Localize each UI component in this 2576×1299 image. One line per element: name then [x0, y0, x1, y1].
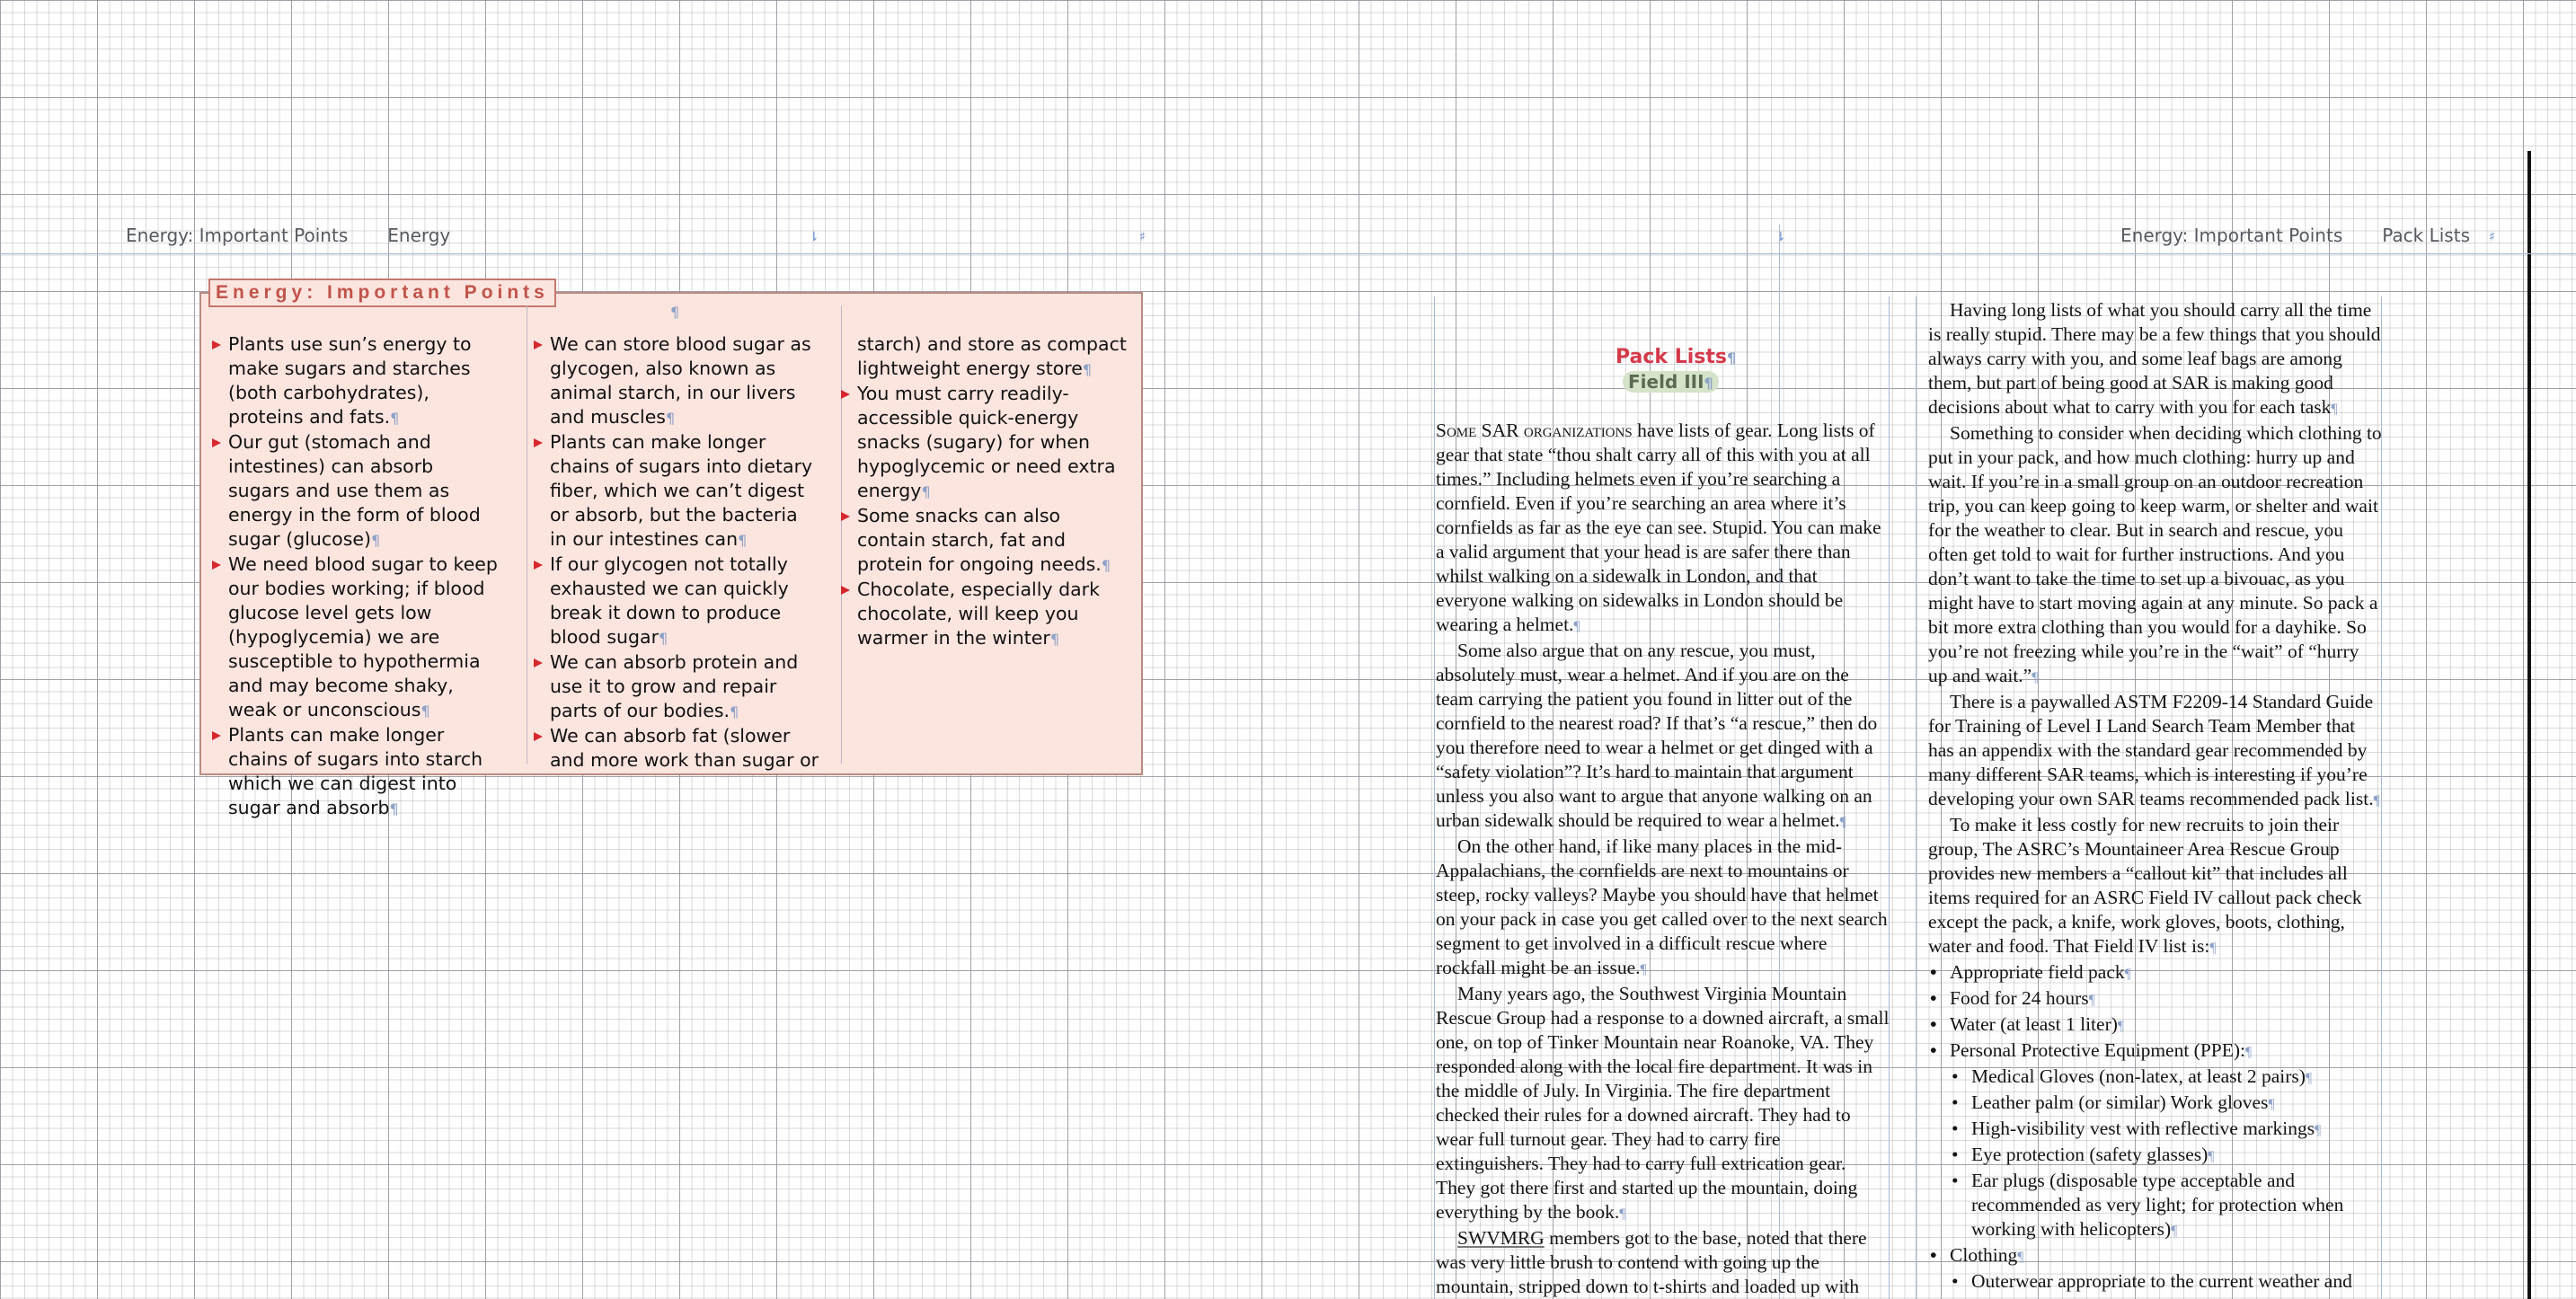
list-item: • Appropriate field pack¶ [1928, 960, 2382, 986]
list-item: • Leather palm (or similar) Work gloves¶ [1928, 1091, 2382, 1117]
paragraph: Some also argue that on any rescue, you must, absolutely must, wear a helmet. And if you are on the team carrying the patient you found in litter out of the cornfield to the nearest road? If that’s “a rescue,” then do you therefore need to wear a helmet or get dinged with a “safety violation”? It’s hard to maintain that argument unless you also want to argue that anyone walking on an urban sidewalk should be required to wear a helmet.¶ [1436, 640, 1878, 831]
clothing-list [1928, 1243, 2382, 1269]
energy-bullet: We can absorb fat (slower and more work than sugar or [534, 724, 819, 773]
energy-box-title: Energy: Important Points [208, 278, 556, 307]
list-item: • Medical Gloves (non-latex, at least 2 pairs)¶ [1928, 1065, 2382, 1091]
energy-col-3 [841, 332, 1129, 651]
pack-lists-title: Pack Lists¶ [1616, 346, 1737, 368]
energy-bullet: Plants can make longer chains of sugars into starch which we can digest into sugar and absorb¶ [212, 723, 500, 821]
list-item: • Water (at least 1 liter)¶ [1928, 1012, 2382, 1038]
paragraph: Having long lists of what you should carry all the time is really stupid. There may be a few things that you should always carry with you, and some leaf bags are among them, but part of being good at SAR is making good decisions about what to carry with you for each task¶ [1928, 299, 2381, 418]
field-iv-list [1928, 960, 2382, 1065]
energy-bullet: Some snacks can also contain starch, fat and protein for ongoing needs.¶ [841, 504, 1129, 578]
energy-bullet: Plants use sun’s energy to make sugars and starches (both carbohydrates), proteins and fats.¶ [212, 332, 500, 430]
pack-lists-subtitle: Field III¶ [1623, 371, 1719, 393]
list-item: • Food for 24 hours¶ [1928, 986, 2382, 1012]
tab-marker-icon: ♯ [2489, 230, 2495, 244]
pack-lists-right-column [1928, 298, 2382, 1294]
paragraph: SWVMRG members got to the base, noted that there was very little brush to contend with going up the mountain, stripped down to t-shirts and loaded up with [1436, 1227, 1867, 1297]
right-page-edge-line [2527, 151, 2531, 1299]
list-item: • Ear plugs (disposable type acceptable and recommended as very light; for protection when working with helicopters)¶ [1928, 1169, 2382, 1243]
running-head-title: Energy: Important Points [126, 225, 349, 246]
running-head-right [2120, 225, 2470, 246]
column-guide [1916, 296, 1917, 1299]
tab-marker-icon: ♯ [1139, 230, 1146, 244]
energy-bullet: Chocolate, especially dark chocolate, will keep you warmer in the winter¶ [841, 578, 1129, 651]
tab-marker-icon: ⇂ [809, 230, 819, 244]
energy-bullet: We need blood sugar to keep our bodies working; if blood glucose level gets low (hypoglycemia) we are susceptible to hypothermia and may become shaky, weak or unconscious¶ [212, 552, 500, 723]
energy-bullet: You must carry readily-accessible quick-energy snacks (sugary) for when hypoglycemic or need extra energy¶ [841, 382, 1129, 504]
energy-bullet: If our glycogen not totally exhausted we can quickly break it down to produce blood sugar¶ [534, 552, 819, 650]
running-head-title: Energy: Important Points [2120, 225, 2343, 246]
paragraph: Some SAR organizations have lists of gear. Long lists of gear that state “thou shalt carry all of this with you at all times.” Including helmets even if you’re searching a cornfield. Even if you’re searching an area where it’s cornfields as far as the eye can see. Stupid. You can make a valid argument that your head is are safer there than whilst walking on a sidewalk in London, and that everyone walking on sidewalks in London should be wearing a helmet.¶ [1436, 420, 1881, 635]
running-head-section: Pack Lists [2382, 225, 2470, 246]
paragraph: Something to consider when deciding which clothing to put in your pack, and how much clothing: hurry up and wait. If you’re in a small group on an outdoor recreation trip, you can keep going to keep warm, or shelter and wait for the weather to clear. But in search and rescue, you often get told to wait for further instructions. And you don’t want to take the time to set up a bivouac, as you might have to start moving again at any minute. So pack a bit more extra clothing than you would for a dayhike. So you’re not freezing while you’re in the “wait” of “hurry up and wait.”¶ [1928, 422, 2382, 686]
paragraph: On the other hand, if like many places in the mid-Appalachians, the cornfields are next to mountains or steep, rocky valleys? Maybe you should have that helmet on your pack in case you get called over to the next search segment to get involved in a difficult rescue where rockfall might be an issue.¶ [1436, 835, 1888, 978]
tab-marker-icon: ⇂ [1775, 230, 1786, 244]
energy-col-2 [534, 332, 819, 773]
list-item: • Personal Protective Equipment (PPE):¶ [1928, 1038, 2382, 1065]
list-item: • High-visibility vest with reflective markings¶ [1928, 1117, 2382, 1143]
column-guide [1434, 296, 1435, 1299]
energy-bullet: We can store blood sugar as glycogen, also known as animal starch, in our livers and muscles¶ [534, 332, 819, 430]
running-head-left [126, 225, 450, 246]
energy-bullet-continued: starch) and store as compact lightweight energy store¶ [857, 333, 1127, 379]
paragraph: There is a paywalled ASTM F2209-14 Standard Guide for Training of Level I Land Search Team Member that has an appendix with the standard gear recommended by many different SAR teams, which is interesting if you’re developing your own SAR teams recommended pack list.¶ [1928, 691, 2380, 809]
running-head-section: Energy [387, 225, 451, 246]
clothing-sublist [1928, 1269, 2382, 1294]
energy-bullet: Our gut (stomach and intestines) can absorb sugars and use them as energy in the form of blood sugar (glucose)¶ [212, 430, 500, 552]
list-item: • Clothing¶ [1928, 1243, 2382, 1269]
pack-lists-left-column [1436, 419, 1890, 1299]
list-item: • Outerwear appropriate to the current weather and [1928, 1269, 2382, 1294]
paragraph: Many years ago, the Southwest Virginia Mountain Rescue Group had a response to a downed aircraft, a small one, on top of Tinker Mountain near Roanoke, VA. They responded along with the local fire department. It was in the middle of July. In Virginia. The fire department checked their rules for a downed aircraft. They had to wear full turnout gear. They had to carry fire extinguishers. They had to carry full extrication gear. They got there first and started up the mountain, doing everything by the book.¶ [1436, 983, 1890, 1223]
ppe-sublist [1928, 1065, 2382, 1243]
energy-bullet: Plants can make longer chains of sugars into dietary fiber, which we can’t digest or absorb, but the bacteria in our intestines can¶ [534, 430, 819, 552]
pilcrow-mark: ¶ [670, 304, 680, 321]
energy-bullet: We can absorb protein and use it to grow and repair parts of our bodies.¶ [534, 650, 819, 724]
list-item: • Eye protection (safety glasses)¶ [1928, 1143, 2382, 1169]
paragraph: To make it less costly for new recruits to join their group, The ASRC’s Mountaineer Area Rescue Group provides new members a “callout kit” that includes all items required for an ASRC Field IV callout pack check except the pack, a knife, work gloves, boots, clothing, water and food. That Field IV list is:¶ [1928, 814, 2362, 957]
header-guide [0, 253, 2576, 254]
energy-col-1 [212, 332, 500, 821]
